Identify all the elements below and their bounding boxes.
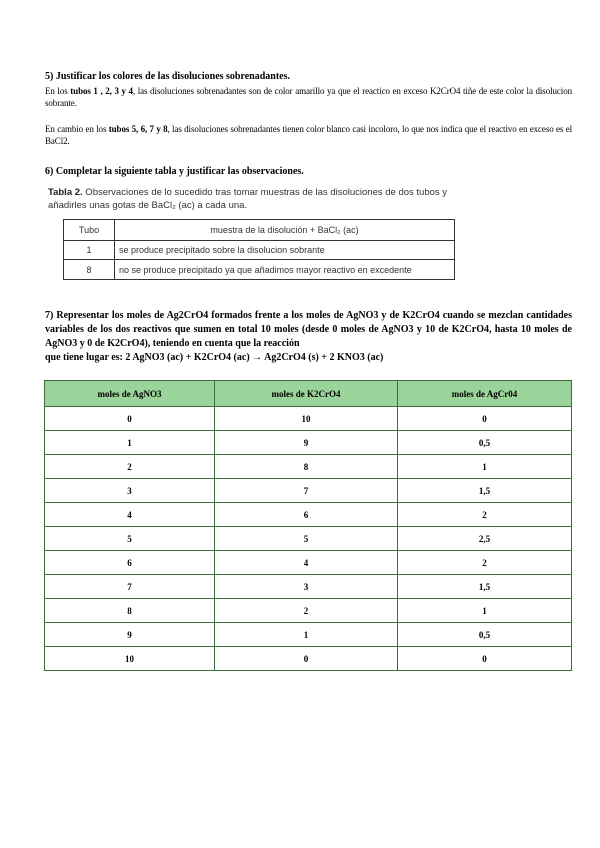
p2-bold: tubos 5, 6, 7 y 8: [108, 124, 168, 134]
cell-agno3: 10: [45, 647, 215, 671]
table-row: [45, 551, 572, 575]
cell-ag2cro4: 1,5: [398, 575, 572, 599]
cell-k2cro4: 5: [215, 527, 398, 551]
table-row: [45, 647, 572, 671]
moles-table: [44, 380, 572, 671]
cell-ag2cro4: 1,5: [398, 479, 572, 503]
p2-post: , las disoluciones sobrenadantes tienen color blanco casi incoloro, lo que nos indica que el reactivo en exceso es el BaCl2.: [45, 124, 572, 146]
table-row: [45, 575, 572, 599]
header-agno3: moles de AgNO3: [45, 381, 215, 407]
cell-ag2cro4: 2: [398, 503, 572, 527]
section-7-reaction: que tiene lugar es: 2 AgNO3 (ac) + K2CrO4 (ac) → Ag2CrO4 (s) + 2 KNO3 (ac): [45, 352, 384, 363]
section-5-paragraph-2: [45, 123, 572, 147]
cell-observation: no se produce precipitado ya que añadimos mayor reactivo en excedente: [115, 260, 455, 280]
cell-k2cro4: 1: [215, 623, 398, 647]
section-5-paragraph-1: [45, 85, 572, 109]
cell-k2cro4: 6: [215, 503, 398, 527]
cell-k2cro4: 2: [215, 599, 398, 623]
cell-ag2cro4: 1: [398, 455, 572, 479]
p2-pre: En cambio en los: [45, 124, 109, 134]
cell-observation: se produce precipitado sobre la disolucion sobrante: [115, 241, 455, 260]
section-6: [45, 166, 572, 178]
p1-pre: En los: [45, 86, 71, 96]
cell-k2cro4: 4: [215, 551, 398, 575]
section-5: [45, 71, 572, 147]
cell-k2cro4: 8: [215, 455, 398, 479]
table-2-caption: [48, 186, 468, 212]
cell-agno3: 7: [45, 575, 215, 599]
observations-table: [63, 219, 455, 280]
table-row: [45, 479, 572, 503]
cell-agno3: 6: [45, 551, 215, 575]
table-row: [45, 527, 572, 551]
header-k2cro4: moles de K2CrO4: [215, 381, 398, 407]
table-header-row: [64, 220, 455, 241]
cell-agno3: 4: [45, 503, 215, 527]
cell-agno3: 9: [45, 623, 215, 647]
cell-ag2cro4: 0,5: [398, 431, 572, 455]
p1-bold: tubos 1 , 2, 3 y 4: [70, 86, 133, 96]
table-row: [64, 260, 455, 280]
table-row: [45, 455, 572, 479]
table-row: [45, 599, 572, 623]
cell-tubo: 8: [64, 260, 115, 280]
cell-k2cro4: 3: [215, 575, 398, 599]
header-muestra: muestra de la disolución + BaCl₂ (ac): [115, 220, 455, 241]
section-7: [45, 309, 572, 365]
table-header-row: [45, 381, 572, 407]
cell-k2cro4: 0: [215, 647, 398, 671]
cell-agno3: 8: [45, 599, 215, 623]
section-5-heading: 5) Justificar los colores de las disoluciones sobrenadantes.: [45, 71, 291, 82]
table-row: [45, 407, 572, 431]
cell-ag2cro4: 0: [398, 647, 572, 671]
cell-k2cro4: 9: [215, 431, 398, 455]
header-tubo: Tubo: [64, 220, 115, 241]
caption-label: Tabla 2.: [48, 187, 83, 198]
section-7-heading: 7) Representar los moles de Ag2CrO4 formados frente a los moles de AgNO3 y de K2CrO4 cuando se mezclan cantidades variables de los dos reactivos que sumen en total 10 moles (desde 0 moles de AgNO3 y 10 de K2CrO4, hasta 10 moles de AgNO3 y 0 de K2CrO4), teniendo en cuenta que la reacción: [45, 310, 572, 349]
table-row: [64, 241, 455, 260]
cell-ag2cro4: 0: [398, 407, 572, 431]
cell-ag2cro4: 2: [398, 551, 572, 575]
caption-text: Observaciones de lo sucedido tras tomar muestras de las disoluciones de dos tubos y añadirles unas gotas de BaCl₂ (ac) a cada una.: [48, 187, 448, 211]
cell-agno3: 2: [45, 455, 215, 479]
cell-agno3: 1: [45, 431, 215, 455]
table-row: [45, 431, 572, 455]
cell-k2cro4: 7: [215, 479, 398, 503]
cell-ag2cro4: 0,5: [398, 623, 572, 647]
table-row: [45, 623, 572, 647]
cell-ag2cro4: 1: [398, 599, 572, 623]
cell-tubo: 1: [64, 241, 115, 260]
header-ag2cro4: moles de AgCr04: [398, 381, 572, 407]
table-row: [45, 503, 572, 527]
cell-agno3: 3: [45, 479, 215, 503]
section-6-heading: 6) Completar la siguiente tabla y justificar las observaciones.: [45, 166, 304, 177]
cell-ag2cro4: 2,5: [398, 527, 572, 551]
cell-agno3: 0: [45, 407, 215, 431]
cell-agno3: 5: [45, 527, 215, 551]
cell-k2cro4: 10: [215, 407, 398, 431]
p1-post: , las disoluciones sobrenadantes son de color amarillo ya que el reactico en exceso K2CrO4 tiñe de este color la disolucion sobrante.: [45, 86, 572, 108]
